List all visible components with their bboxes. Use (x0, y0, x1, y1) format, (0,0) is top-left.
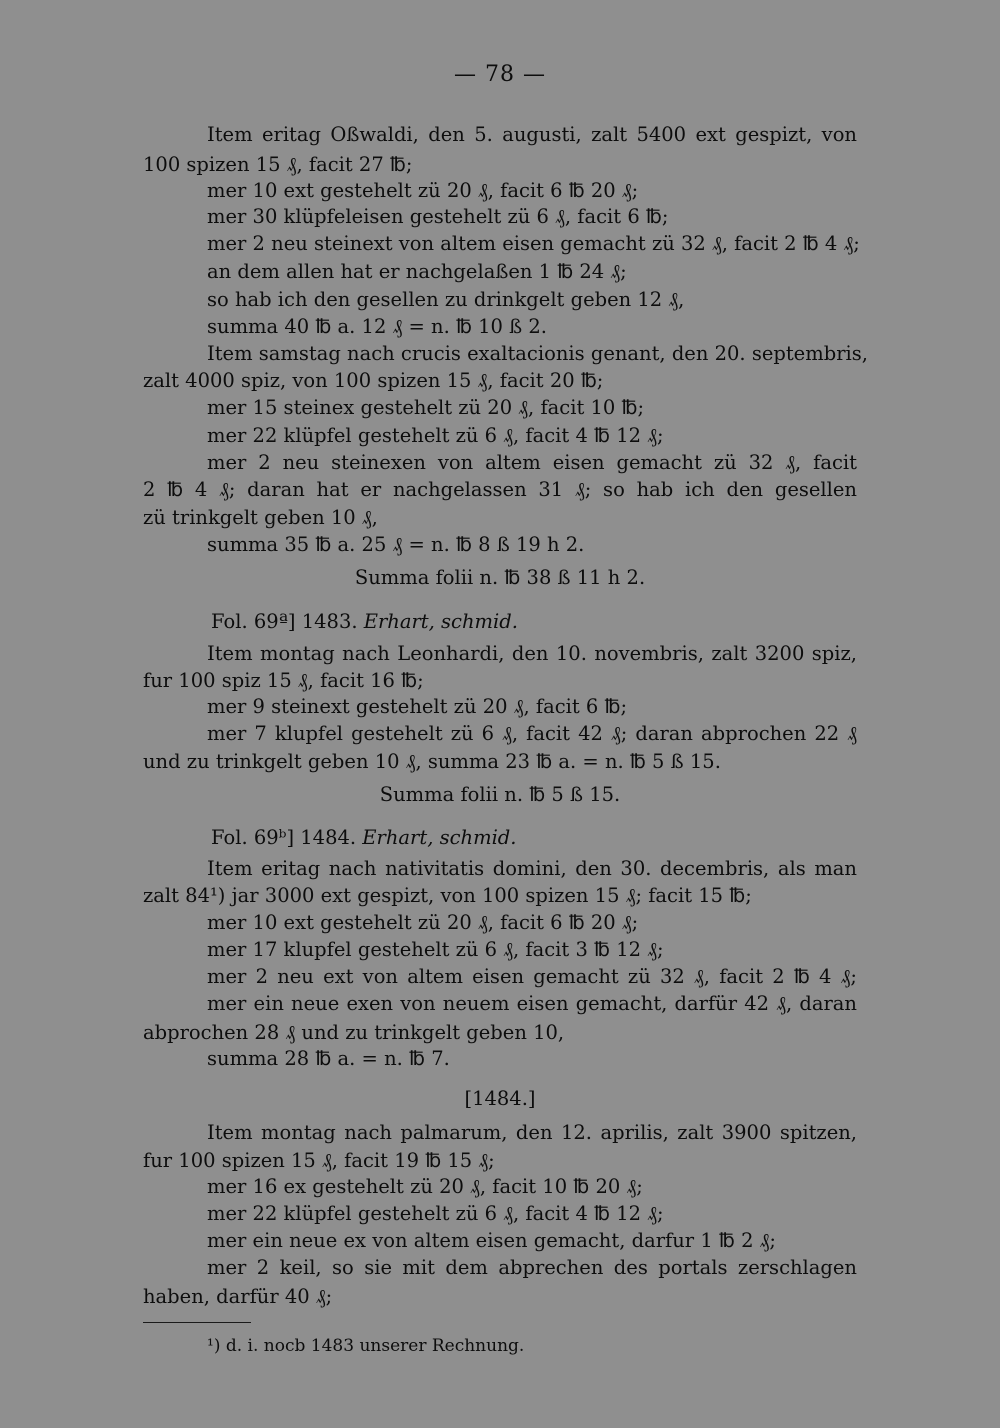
text-line: 2 ℔ 4 ₰; daran hat er nachgelassen 31 ₰; so hab ich den gesellen (143, 478, 857, 501)
text-line: fur 100 spizen 15 ₰, facit 19 ℔ 15 ₰; (143, 1149, 495, 1172)
smith-name: Erhart, schmid. (363, 610, 518, 633)
page-number: — 78 — (454, 62, 546, 87)
smith-name: Erhart, schmid. (362, 826, 517, 849)
summary-line: Summa folii n. ℔ 5 ß 15. (379, 783, 621, 806)
text-line: mer 2 keil, so sie mit dem abprechen des portals zerschlagen (207, 1256, 857, 1279)
text-line: und zu trinkgelt geben 10 ₰, summa 23 ℔ a. = n. ℔ 5 ß 15. (143, 750, 721, 773)
folio-heading (211, 824, 925, 851)
text-line: mer 2 neu ext von altem eisen gemacht zü 32 ₰, facit 2 ℔ 4 ₰; (207, 965, 857, 988)
text-line: summa 28 ℔ a. = n. ℔ 7. (207, 1047, 450, 1070)
text-line: mer 9 steinext gestehelt zü 20 ₰, facit 6 ℔; (207, 695, 628, 718)
text-line: mer ein neue exen von neuem eisen gemacht, darfür 42 ₰, daran (207, 992, 857, 1015)
text-line: mer 2 neu steinext von altem eisen gemacht zü 32 ₰, facit 2 ℔ 4 ₰; (207, 232, 860, 255)
text-line: Item montag nach palmarum, den 12. aprilis, zalt 3900 spitzen, (207, 1121, 857, 1144)
text-line: 100 spizen 15 ₰, facit 27 ℔; (143, 153, 413, 176)
text-line: fur 100 spiz 15 ₰, facit 16 ℔; (143, 669, 424, 692)
text-line: an dem allen hat er nachgelaßen 1 ℔ 24 ₰; (207, 260, 627, 283)
text-line: Item eritag Oßwaldi, den 5. augusti, zalt 5400 ext gespizt, von (207, 123, 857, 146)
year-heading: [1484.] (464, 1087, 536, 1110)
folio-reference: Fol. 69ᵇ] 1484. (211, 826, 357, 849)
text-line: zalt 84¹) jar 3000 ext gespizt, von 100 spizen 15 ₰; facit 15 ℔; (143, 884, 752, 907)
text-line: mer 10 ext gestehelt zü 20 ₰, facit 6 ℔ 20 ₰; (207, 911, 639, 934)
footnote-rule (143, 1322, 251, 1323)
folio-reference: Fol. 69ª] 1483. (211, 610, 358, 633)
text-line: mer 7 klupfel gestehelt zü 6 ₰, facit 42 ₰; daran abprochen 22 ₰ (207, 722, 857, 745)
text-line: so hab ich den gesellen zu drinkgelt geben 12 ₰, (207, 288, 685, 311)
footnote: ¹) d. i. nocb 1483 unserer Rechnung. (207, 1336, 525, 1356)
text-line: summa 40 ℔ a. 12 ₰ = n. ℔ 10 ß 2. (207, 315, 547, 338)
text-line: mer 22 klüpfel gestehelt zü 6 ₰, facit 4 ℔ 12 ₰; (207, 1202, 664, 1225)
text-line: mer ein neue ex von altem eisen gemacht, darfur 1 ℔ 2 ₰; (207, 1229, 776, 1252)
summary-line: Summa folii n. ℔ 38 ß 11 h 2. (354, 566, 646, 589)
text-line: mer 16 ex gestehelt zü 20 ₰, facit 10 ℔ 20 ₰; (207, 1175, 643, 1198)
text-line: mer 17 klupfel gestehelt zü 6 ₰, facit 3 ℔ 12 ₰; (207, 938, 664, 961)
text-line: zalt 4000 spiz, von 100 spizen 15 ₰, facit 20 ℔; (143, 369, 604, 392)
text-line: mer 15 steinex gestehelt zü 20 ₰, facit 10 ℔; (207, 396, 645, 419)
text-line: abprochen 28 ₰ und zu trinkgelt geben 10, (143, 1021, 565, 1044)
folio-heading (211, 608, 925, 635)
text-line: mer 10 ext gestehelt zü 20 ₰, facit 6 ℔ 20 ₰; (207, 179, 639, 202)
text-line: haben, darfür 40 ₰; (143, 1285, 333, 1308)
text-line: Item montag nach Leonhardi, den 10. novembris, zalt 3200 spiz, (207, 642, 857, 665)
text-line: Item samstag nach crucis exaltacionis genant, den 20. septembris, (207, 342, 868, 365)
text-line: Item eritag nach nativitatis domini, den 30. decembris, als man (207, 857, 857, 880)
text-line: zü trinkgelt geben 10 ₰, (143, 506, 378, 529)
text-line: mer 30 klüpfeleisen gestehelt zü 6 ₰, facit 6 ℔; (207, 205, 669, 228)
text-line: mer 22 klüpfel gestehelt zü 6 ₰, facit 4 ℔ 12 ₰; (207, 424, 664, 447)
text-line: summa 35 ℔ a. 25 ₰ = n. ℔ 8 ß 19 h 2. (207, 533, 585, 556)
text-line: mer 2 neu steinexen von altem eisen gemacht zü 32 ₰, facit (207, 451, 857, 474)
